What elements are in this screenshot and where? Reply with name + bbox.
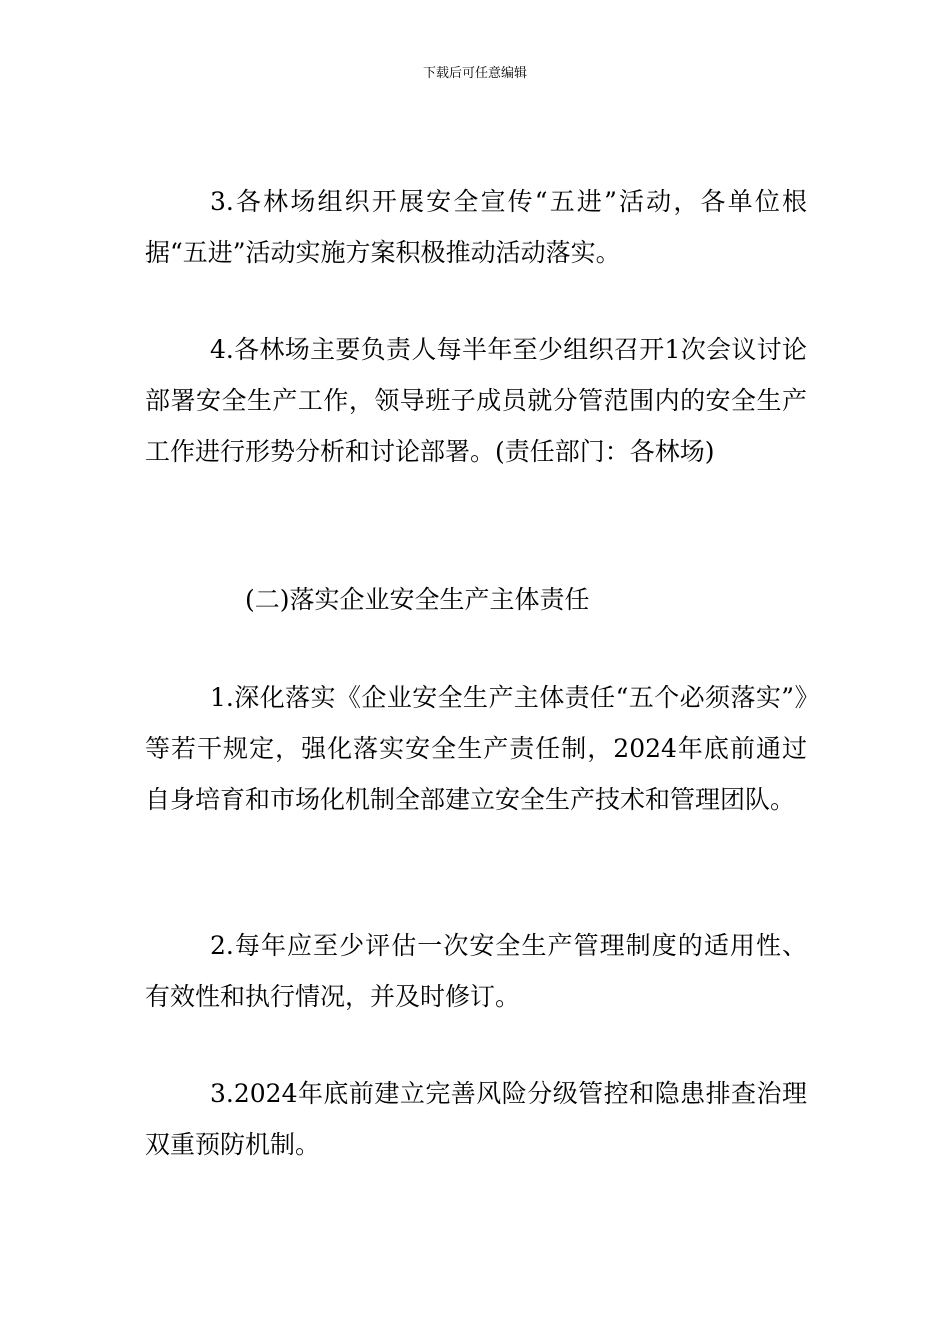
section-heading: (二)落实企业安全生产主体责任 bbox=[245, 585, 590, 614]
paragraph-risk-prevention: 3.2024年底前建立完善风险分级管控和隐患排查治理双重预防机制。 bbox=[145, 1079, 807, 1159]
page-header: 下载后可任意编辑 bbox=[422, 66, 527, 81]
paragraph-responsibility-system: 1.深化落实《企业安全生产主体责任“五个必须落实”》等若干规定，强化落实安全生产责任制，2024年底前通过自身培育和市场化机制全部建立安全生产技术和管理团队。 bbox=[145, 683, 807, 814]
paragraph-meeting-requirement: 4.各林场主要负责人每半年至少组织召开1次会议讨论部署安全生产工作，领导班子成员就分管范围内的安全生产工作进行形势分析和讨论部署。(责任部门：各林场) bbox=[145, 335, 807, 466]
paragraph-annual-evaluation: 2.每年应至少评估一次安全生产管理制度的适用性、有效性和执行情况，并及时修订。 bbox=[145, 931, 807, 1011]
paragraph-safety-publicity: 3.各林场组织开展安全宣传“五进”活动，各单位根据“五进”活动实施方案积极推动活动落实。 bbox=[145, 187, 807, 267]
